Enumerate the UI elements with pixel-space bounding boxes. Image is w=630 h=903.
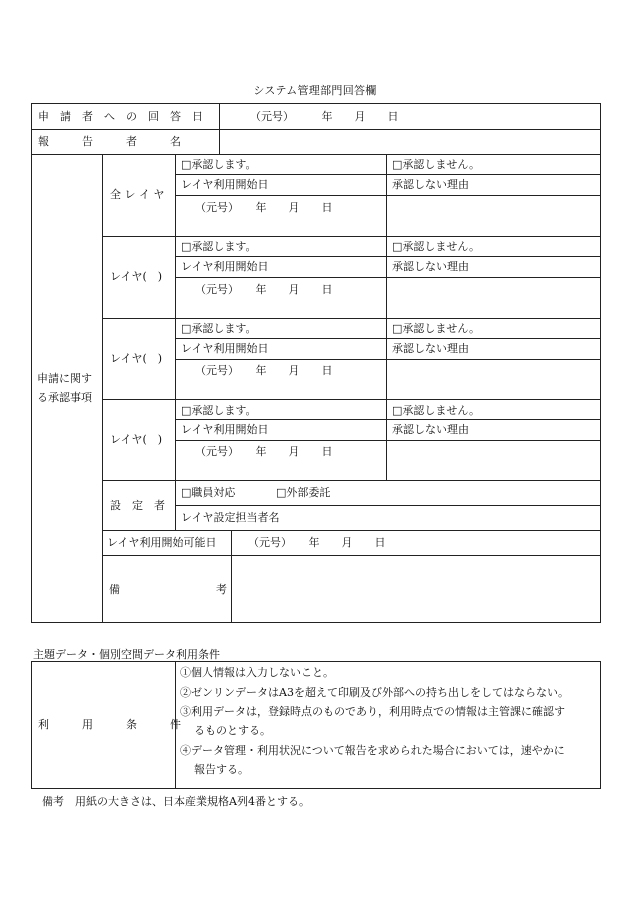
row-divider <box>175 338 600 339</box>
remarks-label-right: 考 <box>216 583 227 596</box>
layer-label: レイヤ( ) <box>110 270 163 283</box>
approval-label-line1: 申請に関す <box>37 372 92 385</box>
approval-label-line2: る承認事項 <box>37 391 92 404</box>
col-divider <box>231 530 232 622</box>
table-border-left <box>31 103 32 623</box>
start-date-value: （元号） 年 月 日 <box>195 364 333 377</box>
start-date-value: （元号） 年 月 日 <box>195 445 333 458</box>
setter-label: 設 定 者 <box>110 499 165 512</box>
table-border-right <box>600 103 601 623</box>
answer-date-value: （元号） 年 月 日 <box>250 110 399 123</box>
row-divider <box>175 174 600 175</box>
available-date-label: レイヤ利用開始可能日 <box>107 536 217 549</box>
form-title: システム管理部門回答欄 <box>253 84 377 97</box>
start-date-value: （元号） 年 月 日 <box>195 283 333 296</box>
conditions-label: 利 用 条 件 <box>38 718 181 731</box>
table-border-top <box>31 661 600 662</box>
col-divider <box>219 103 220 154</box>
reject-checkbox[interactable]: □承認しません。 <box>392 240 481 253</box>
reason-label: 承認しない理由 <box>392 342 469 355</box>
reason-label: 承認しない理由 <box>392 178 469 191</box>
available-date-value: （元号） 年 月 日 <box>248 536 386 549</box>
staff-checkbox[interactable]: □職員対応 <box>181 486 236 499</box>
approve-checkbox[interactable]: □承認します。 <box>181 404 257 417</box>
row-divider <box>102 318 600 319</box>
answer-date-label: 申 請 者 へ の 回 答 日 <box>38 110 203 123</box>
row-divider <box>175 277 600 278</box>
reporter-label: 報 告 者 名 <box>38 135 181 148</box>
condition-item: るものとする。 <box>194 724 271 737</box>
layer-label: レイヤ( ) <box>110 433 163 446</box>
condition-item: ④データ管理・利用状況について報告を求められた場合においては，速やかに <box>180 744 565 757</box>
approve-checkbox[interactable]: □承認します。 <box>181 322 257 335</box>
setter-person-label: レイヤ設定担当者名 <box>181 511 280 524</box>
col-divider <box>102 154 103 622</box>
reason-label: 承認しない理由 <box>392 260 469 273</box>
outsource-checkbox[interactable]: □外部委託 <box>276 486 331 499</box>
table-border-bottom <box>31 788 600 789</box>
row-divider <box>102 530 600 531</box>
condition-item: ③利用データは，登録時点のものであり，利用時点での情報は主管課に確認す <box>180 705 565 718</box>
start-date-label: レイヤ利用開始日 <box>181 178 269 191</box>
row-divider <box>175 505 600 506</box>
row-divider <box>175 419 600 420</box>
start-date-label: レイヤ利用開始日 <box>181 260 269 273</box>
layer-label: 全 レ イ ヤ <box>110 188 165 201</box>
start-date-label: レイヤ利用開始日 <box>181 423 269 436</box>
reason-label: 承認しない理由 <box>392 423 469 436</box>
row-divider <box>175 359 600 360</box>
row-divider <box>102 399 600 400</box>
col-divider <box>175 154 176 530</box>
conditions-heading: 主題データ・個別空間データ利用条件 <box>33 648 220 661</box>
condition-item: 報告する。 <box>194 763 249 776</box>
row-divider <box>102 555 600 556</box>
start-date-value: （元号） 年 月 日 <box>195 201 333 214</box>
row-divider <box>102 480 600 481</box>
footnote: 備考 用紙の大きさは、日本産業規格A列4番とする。 <box>42 795 310 808</box>
condition-item: ②ゼンリンデータはA3を超えて印刷及び外部への持ち出しをしてはならない。 <box>180 686 569 699</box>
row-divider <box>175 256 600 257</box>
condition-item: ①個人情報は入力しないこと。 <box>180 666 334 679</box>
table-border-right <box>600 661 601 789</box>
col-divider <box>386 154 387 480</box>
approve-checkbox[interactable]: □承認します。 <box>181 158 257 171</box>
reject-checkbox[interactable]: □承認しません。 <box>392 158 481 171</box>
table-border-left <box>31 661 32 789</box>
row-divider <box>31 129 600 130</box>
table-border-top <box>31 103 600 104</box>
table-border-bottom <box>31 622 600 623</box>
reject-checkbox[interactable]: □承認しません。 <box>392 404 481 417</box>
row-divider <box>31 154 600 155</box>
row-divider <box>102 236 600 237</box>
layer-label: レイヤ( ) <box>110 352 163 365</box>
remarks-label-left: 備 <box>109 583 120 596</box>
start-date-label: レイヤ利用開始日 <box>181 342 269 355</box>
approve-checkbox[interactable]: □承認します。 <box>181 240 257 253</box>
row-divider <box>175 195 600 196</box>
row-divider <box>175 440 600 441</box>
reject-checkbox[interactable]: □承認しません。 <box>392 322 481 335</box>
